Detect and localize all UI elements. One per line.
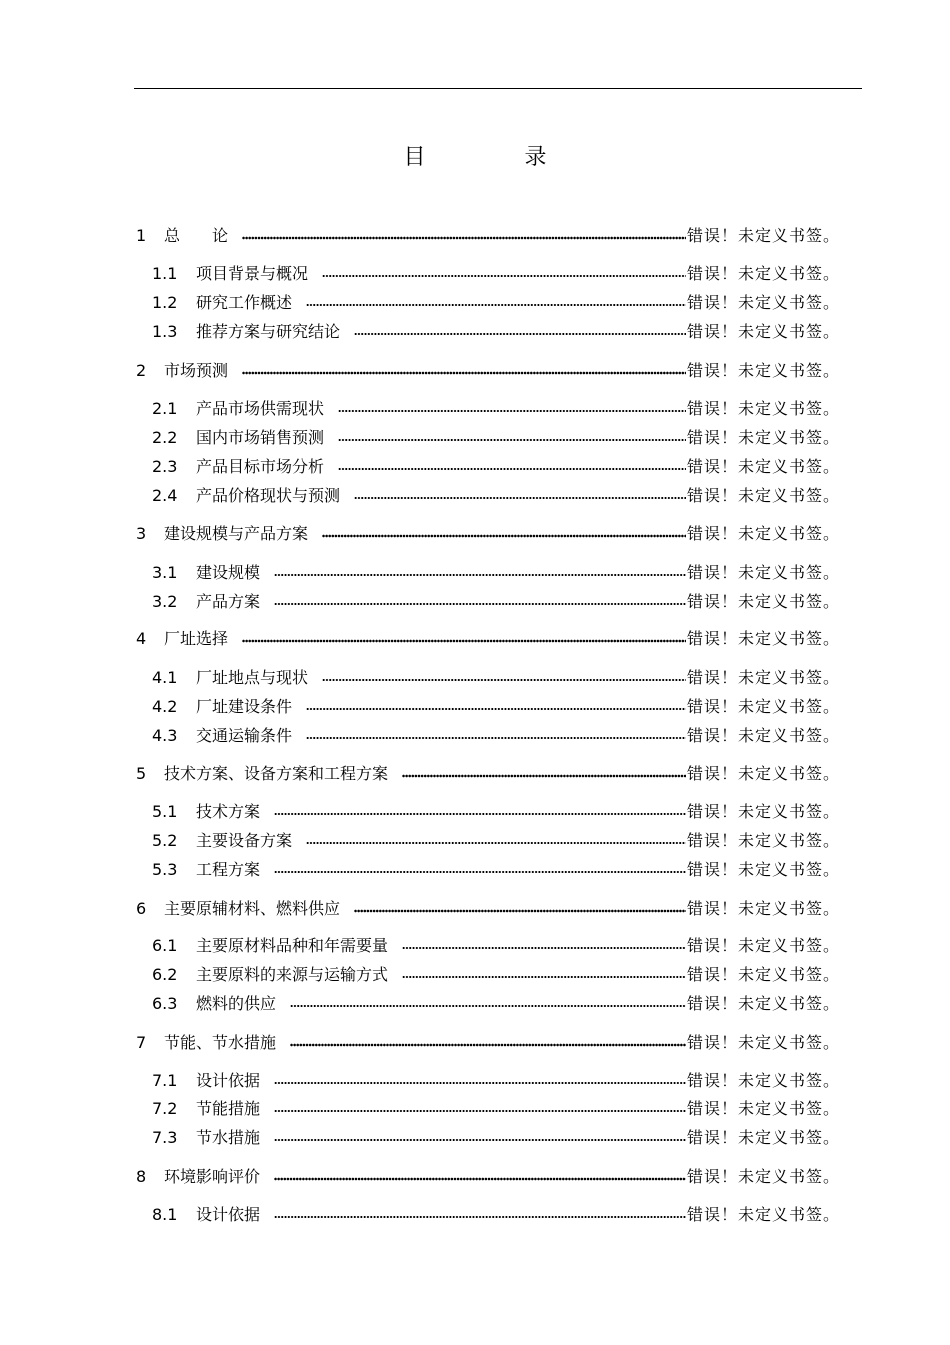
header-rule	[134, 88, 862, 89]
toc-entry-page-ref: 错误！未定义书签。	[687, 1205, 841, 1224]
toc-entry-number: 7.1	[152, 1071, 178, 1090]
toc-leader-dots	[402, 774, 686, 778]
toc-entry-number: 5	[136, 764, 147, 783]
toc-entry-page-ref: 错误！未定义书签。	[687, 322, 841, 341]
toc-entry[interactable]	[0, 589, 950, 615]
toc-entry-label: 工程方案	[196, 860, 261, 879]
toc-entry-label: 节能措施	[196, 1099, 261, 1118]
toc-entry-page-ref: 错误！未定义书签。	[687, 264, 841, 283]
toc-entry-page-ref: 错误！未定义书签。	[687, 802, 841, 821]
toc-entry-number: 2.2	[152, 428, 178, 447]
toc-entry-page-ref: 错误！未定义书签。	[687, 629, 841, 648]
toc-entry-number: 5.1	[152, 802, 178, 821]
toc-leader-dots	[322, 534, 686, 538]
toc-entry-label: 节能、节水措施	[164, 1033, 277, 1052]
toc-entry-label: 主要原料的来源与运输方式	[196, 965, 389, 984]
toc-entry-page-ref: 错误！未定义书签。	[687, 1071, 841, 1090]
toc-entry-label: 总 论	[164, 226, 229, 245]
toc-entry-number: 3.1	[152, 563, 178, 582]
toc-entry-page-ref: 错误！未定义书签。	[687, 226, 841, 245]
toc-entry-page-ref: 错误！未定义书签。	[687, 524, 841, 543]
toc-leader-dots	[274, 812, 686, 816]
toc-entry-number: 6	[136, 899, 147, 918]
toc-entry-page-ref: 错误！未定义书签。	[687, 563, 841, 582]
toc-entry-label: 建设规模与产品方案	[164, 524, 309, 543]
toc-entry-page-ref: 错误！未定义书签。	[687, 1128, 841, 1147]
toc-entry[interactable]	[0, 560, 950, 586]
toc-entry-page-ref: 错误！未定义书签。	[687, 1167, 841, 1186]
toc-entry-number: 6.2	[152, 965, 178, 984]
toc-entry[interactable]	[0, 933, 950, 959]
toc-entry-number: 3.2	[152, 592, 178, 611]
toc-entry-page-ref: 错误！未定义书签。	[687, 831, 841, 850]
toc-leader-dots	[274, 870, 686, 874]
toc-entry-label: 市场预测	[164, 361, 229, 380]
toc-entry[interactable]	[0, 521, 950, 547]
toc-entry-number: 8	[136, 1167, 147, 1186]
toc-entry-number: 2.1	[152, 399, 178, 418]
toc-entry-number: 7	[136, 1033, 147, 1052]
toc-entry-label: 厂址选择	[164, 629, 229, 648]
toc-entry[interactable]	[0, 1164, 950, 1190]
toc-entry[interactable]	[0, 723, 950, 749]
toc-entry[interactable]	[0, 1030, 950, 1056]
toc-leader-dots	[354, 909, 686, 913]
toc-entry[interactable]	[0, 290, 950, 316]
toc-entry[interactable]	[0, 694, 950, 720]
toc-entry[interactable]	[0, 665, 950, 691]
toc-entry[interactable]	[0, 261, 950, 287]
toc-entry[interactable]	[0, 223, 950, 249]
toc-entry-number: 5.3	[152, 860, 178, 879]
toc-entry-page-ref: 错误！未定义书签。	[687, 486, 841, 505]
toc-entry[interactable]	[0, 828, 950, 854]
toc-entry-page-ref: 错误！未定义书签。	[687, 899, 841, 918]
toc-entry[interactable]	[0, 358, 950, 384]
toc-leader-dots	[354, 496, 686, 500]
toc-leader-dots	[274, 1109, 686, 1113]
toc-entry-label: 推荐方案与研究结论	[196, 322, 341, 341]
toc-leader-dots	[306, 707, 686, 711]
toc-entry[interactable]	[0, 626, 950, 652]
toc-entry-number: 7.2	[152, 1099, 178, 1118]
toc-leader-dots	[338, 467, 686, 471]
toc-entry[interactable]	[0, 396, 950, 422]
toc-entry-label: 交通运输条件	[196, 726, 293, 745]
toc-entry-page-ref: 错误！未定义书签。	[687, 668, 841, 687]
toc-entry-label: 主要原材料品种和年需要量	[196, 936, 389, 955]
toc-entry-number: 4.2	[152, 697, 178, 716]
toc-entry-number: 1.1	[152, 264, 178, 283]
toc-leader-dots	[274, 1177, 686, 1181]
toc-entry-page-ref: 错误！未定义书签。	[687, 764, 841, 783]
toc-leader-dots	[306, 841, 686, 845]
toc-entry-page-ref: 错误！未定义书签。	[687, 860, 841, 879]
toc-entry-number: 3	[136, 524, 147, 543]
toc-entry[interactable]	[0, 1202, 950, 1228]
toc-entry-label: 设计依据	[196, 1071, 261, 1090]
toc-entry-number: 7.3	[152, 1128, 178, 1147]
toc-entry-label: 厂址地点与现状	[196, 668, 309, 687]
toc-entry-label: 研究工作概述	[196, 293, 293, 312]
toc-entry-label: 产品价格现状与预测	[196, 486, 341, 505]
toc-entry-number: 4.1	[152, 668, 178, 687]
toc-entry[interactable]	[0, 425, 950, 451]
toc-leader-dots	[354, 332, 686, 336]
toc-leader-dots	[306, 303, 686, 307]
toc-entry-number: 1.3	[152, 322, 178, 341]
toc-entry-number: 6.3	[152, 994, 178, 1013]
toc-entry-number: 1	[136, 226, 147, 245]
toc-leader-dots	[274, 1215, 686, 1219]
toc-entry-page-ref: 错误！未定义书签。	[687, 399, 841, 418]
toc-entry-page-ref: 错误！未定义书签。	[687, 965, 841, 984]
toc-entry-label: 技术方案	[196, 802, 261, 821]
toc-entry-label: 产品方案	[196, 592, 261, 611]
toc-leader-dots	[402, 946, 686, 950]
toc-entry[interactable]	[0, 962, 950, 988]
toc-leader-dots	[402, 975, 686, 979]
toc-entry-number: 4	[136, 629, 147, 648]
toc-entry-label: 产品目标市场分析	[196, 457, 325, 476]
toc-entry[interactable]	[0, 454, 950, 480]
toc-entry[interactable]	[0, 1068, 950, 1094]
toc-leader-dots	[338, 409, 686, 413]
toc-entry[interactable]	[0, 319, 950, 345]
toc-title: 目 录	[403, 145, 593, 170]
toc-leader-dots	[322, 678, 686, 682]
toc-entry-label: 环境影响评价	[164, 1167, 261, 1186]
toc-leader-dots	[338, 438, 686, 442]
toc-entry-number: 1.2	[152, 293, 178, 312]
toc-entry-page-ref: 错误！未定义书签。	[687, 936, 841, 955]
toc-leader-dots	[322, 274, 686, 278]
toc-entry-label: 技术方案、设备方案和工程方案	[164, 764, 389, 783]
toc-entry-label: 节水措施	[196, 1128, 261, 1147]
toc-entry-number: 4.3	[152, 726, 178, 745]
toc-entry-label: 项目背景与概况	[196, 264, 309, 283]
toc-entry-page-ref: 错误！未定义书签。	[687, 457, 841, 476]
toc-entry[interactable]	[0, 761, 950, 787]
toc-entry-label: 设计依据	[196, 1205, 261, 1224]
toc-entry-page-ref: 错误！未定义书签。	[687, 428, 841, 447]
toc-entry-number: 2.3	[152, 457, 178, 476]
toc-entry-page-ref: 错误！未定义书签。	[687, 726, 841, 745]
toc-entry-label: 主要设备方案	[196, 831, 293, 850]
toc-entry-page-ref: 错误！未定义书签。	[687, 1033, 841, 1052]
toc-leader-dots	[242, 639, 686, 643]
toc-entry[interactable]	[0, 1096, 950, 1122]
toc-entry-number: 6.1	[152, 936, 178, 955]
toc-leader-dots	[290, 1004, 686, 1008]
toc-leader-dots	[242, 236, 686, 240]
toc-leader-dots	[290, 1043, 686, 1047]
toc-leader-dots	[274, 1081, 686, 1085]
toc-entry[interactable]	[0, 896, 950, 922]
toc-leader-dots	[306, 736, 686, 740]
toc-entry-page-ref: 错误！未定义书签。	[687, 1099, 841, 1118]
toc-entry-page-ref: 错误！未定义书签。	[687, 293, 841, 312]
toc-entry-label: 产品市场供需现状	[196, 399, 325, 418]
toc-entry-number: 2	[136, 361, 147, 380]
toc-entry-page-ref: 错误！未定义书签。	[687, 361, 841, 380]
toc-entry-label: 厂址建设条件	[196, 697, 293, 716]
toc-entry-page-ref: 错误！未定义书签。	[687, 592, 841, 611]
toc-entry-page-ref: 错误！未定义书签。	[687, 697, 841, 716]
toc-leader-dots	[242, 371, 686, 375]
toc-leader-dots	[274, 573, 686, 577]
toc-leader-dots	[274, 1138, 686, 1142]
toc-entry-number: 8.1	[152, 1205, 178, 1224]
toc-leader-dots	[274, 602, 686, 606]
toc-entry-number: 2.4	[152, 486, 178, 505]
toc-entry-label: 主要原辅材料、燃料供应	[164, 899, 341, 918]
toc-entry[interactable]	[0, 857, 950, 883]
toc-entry-number: 5.2	[152, 831, 178, 850]
toc-entry[interactable]	[0, 483, 950, 509]
toc-entry-label: 燃料的供应	[196, 994, 277, 1013]
toc-entry[interactable]	[0, 799, 950, 825]
toc-entry[interactable]	[0, 991, 950, 1017]
toc-entry-page-ref: 错误！未定义书签。	[687, 994, 841, 1013]
toc-entry-label: 国内市场销售预测	[196, 428, 325, 447]
toc-entry[interactable]	[0, 1125, 950, 1151]
toc-entry-label: 建设规模	[196, 563, 261, 582]
